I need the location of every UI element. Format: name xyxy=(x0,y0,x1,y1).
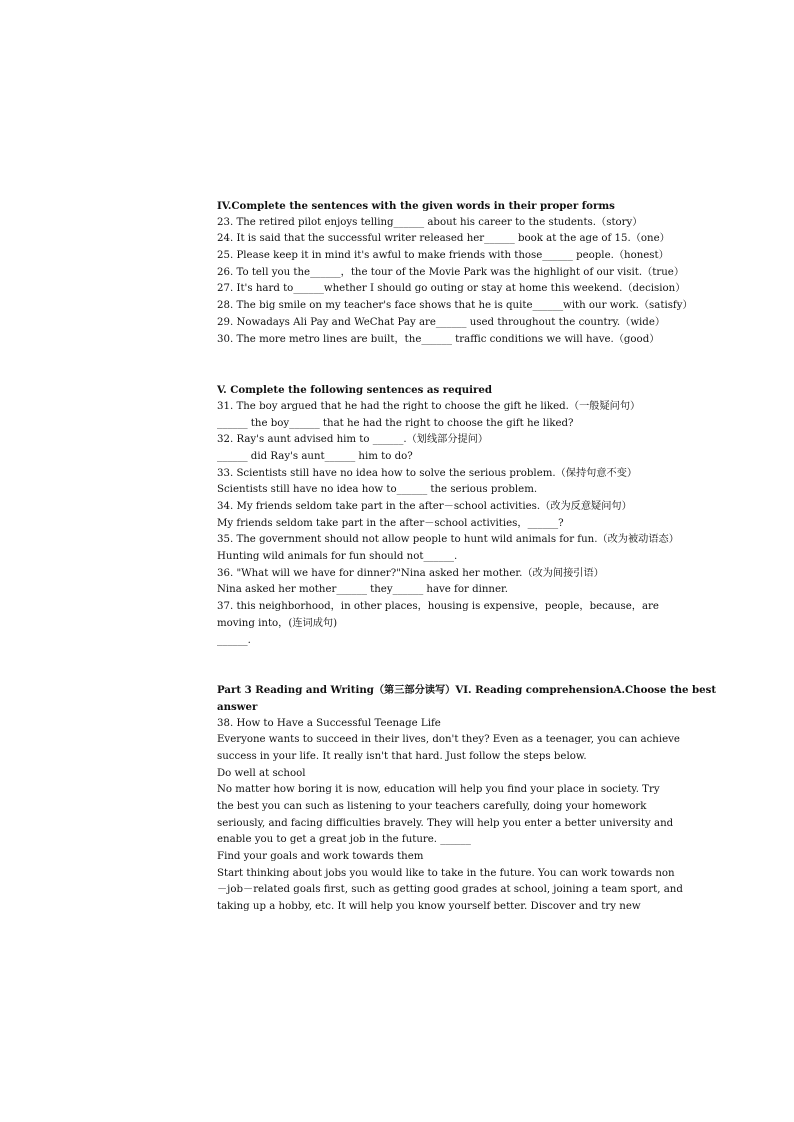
passage-line: enable you to get a great job in the future. ______ xyxy=(217,834,471,846)
question-37-cont: moving into，(连词成句) xyxy=(217,617,338,629)
passage-line: the best you can such as listening to your teachers carefully, doing your homework xyxy=(217,801,647,812)
passage-line: No matter how boring it is now, education will help you find your place in society. Try xyxy=(217,784,660,796)
section-iv-heading: IV.Complete the sentences with the given words in their proper forms xyxy=(217,200,615,212)
question-28: 28. The big smile on my teacher's face shows that he is quite______with our work.（satisfy） xyxy=(217,300,693,312)
question-30: 30. The more metro lines are built，the______ traffic conditions we will have.（good） xyxy=(217,333,660,345)
question-24: 24. It is said that the successful writer released her______ book at the age of 15.（one） xyxy=(217,233,670,245)
answer-37: ______. xyxy=(217,634,251,646)
question-27: 27. It's hard to______whether I should go outing or stay at home this weekend.（decision） xyxy=(217,283,686,295)
question-37: 37. this neighborhood，in other places，housing is expensive，people，because，are xyxy=(217,601,659,613)
passage-line: Everyone wants to succeed in their lives, don't they? Even as a teenager, you can achieve xyxy=(217,734,680,746)
passage-title: 38. How to Have a Successful Teenage Life xyxy=(217,717,441,729)
passage-subheading: Find your goals and work towards them xyxy=(217,851,424,863)
question-25: 25. Please keep it in mind it's awful to make friends with those______ people.（honest） xyxy=(217,250,669,262)
passage-line: taking up a hobby, etc. It will help you know yourself better. Discover and try new xyxy=(217,901,641,913)
question-29: 29. Nowadays Ali Pay and WeChat Pay are______ used throughout the country.（wide） xyxy=(217,316,666,328)
section-v-heading: V. Complete the following sentences as required xyxy=(217,384,492,397)
question-33: 33. Scientists still have no idea how to solve the serious problem.（保持句意不变） xyxy=(217,467,638,479)
answer-33: Scientists still have no idea how to______ the serious problem. xyxy=(217,484,538,496)
question-31: 31. The boy argued that he had the right to choose the gift he liked.（一般疑问句） xyxy=(217,400,641,412)
answer-31: ______ the boy______ that he had the right to choose the gift he liked? xyxy=(217,417,574,429)
question-32: 32. Ray's aunt advised him to ______.（划线部分提问） xyxy=(217,434,489,446)
answer-35: Hunting wild animals for fun should not______. xyxy=(217,551,458,563)
part-3-heading: Part 3 Reading and Writing（第三部分读写）VI. Reading comprehensionA.Choose the best xyxy=(217,684,717,697)
passage-subheading: Do well at school xyxy=(217,767,306,779)
passage-line: success in your life. It really isn't that hard. Just follow the steps below. xyxy=(217,750,587,762)
section-spacer xyxy=(217,348,687,382)
question-34: 34. My friends seldom take part in the after－school activities.（改为反意疑问句） xyxy=(217,501,632,512)
part-3-heading-cont: answer xyxy=(217,700,258,713)
worksheet-page xyxy=(217,198,717,916)
question-23: 23. The retired pilot enjoys telling______ about his career to the students.（story） xyxy=(217,216,643,228)
section-spacer xyxy=(217,649,687,682)
question-36: 36. "What will we have for dinner?"Nina asked her mother.（改为间接引语） xyxy=(217,567,604,579)
answer-32: ______ did Ray's aunt______ him to do? xyxy=(217,450,413,462)
passage-line: Start thinking about jobs you would like to take in the future. You can work towards non xyxy=(217,867,675,879)
passage-line: －job－related goals first, such as getting good grades at school, joining a team sport, and xyxy=(217,884,683,896)
question-26: 26. To tell you the______，the tour of the Movie Park was the highlight of our visit.（true） xyxy=(217,266,685,278)
question-35: 35. The government should not allow people to hunt wild animals for fun.（改为被动语态） xyxy=(217,534,679,546)
answer-34: My friends seldom take part in the after－school activities，______? xyxy=(217,517,564,529)
answer-36: Nina asked her mother______ they______ have for dinner. xyxy=(217,584,508,596)
passage-line: seriously, and facing difficulties bravely. They will help you enter a better university and xyxy=(217,817,674,829)
